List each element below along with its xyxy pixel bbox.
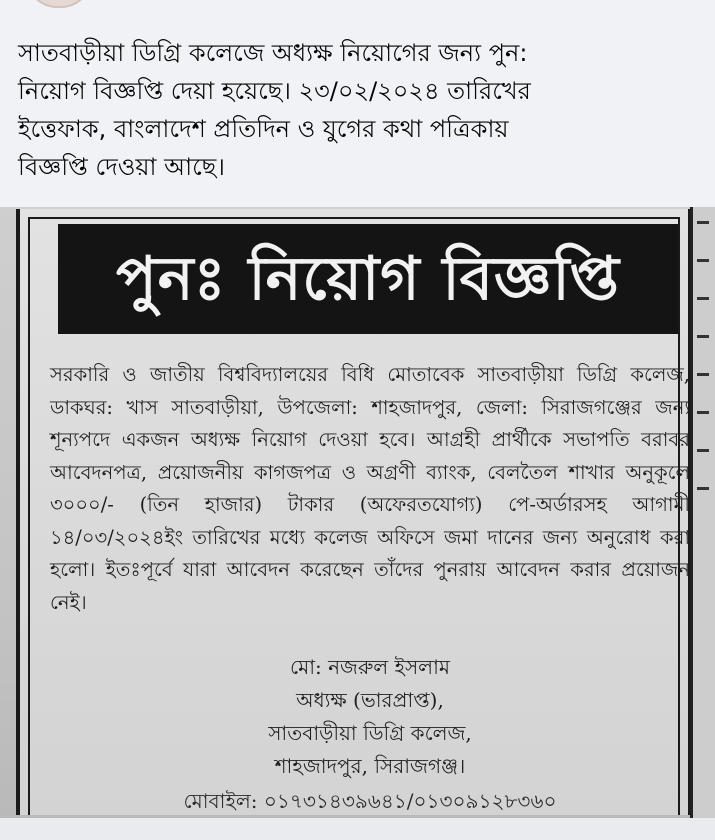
column-text-fragment [697, 221, 709, 224]
advertisement-mobile: মোবাইল: ০১৭৩১৪৩৯৬৪১/০১৩০৯১২৮৩৬০ [183, 789, 557, 813]
column-text-fragment [697, 411, 709, 414]
column-text-fragment [697, 449, 709, 452]
newspaper-advertisement [16, 209, 692, 815]
advertisement-signature: মো: নজরুল ইসলাম অধ্যক্ষ (ভারপ্রাপ্ত), সাতবাড়ীয়া ডিগ্রি কলেজ, শাহজাদপুর, সিরাজগঞ্জ। [268, 655, 472, 778]
column-text-fragment [697, 335, 709, 338]
profile-avatar[interactable] [26, 0, 92, 8]
column-text-fragment [697, 297, 709, 300]
advertisement-headline: পুনঃ নিয়োগ বিজ্ঞপ্তি [58, 224, 678, 334]
column-text-fragment [697, 373, 709, 376]
column-text-fragment [697, 259, 709, 262]
advertisement-body: সরকারি ও জাতীয় বিশ্ববিদ্যালয়ের বিধি মোতাবেক সাতবাড়ীয়া ডিগ্রি কলেজ, ডাকঘর: খাস সাতবাড়ীয়া, উপজেলা: শাহজাদপুর, জেলা: সিরাজগঞ্জের জন্য শূন্যপদে একজন অধ্যক্ষ নিয়োগ দেওয়া হবে। আগ্রহী প্রার্থীকে সভাপতি বরাবর আবেদনপত্র, প্রয়োজনীয় কাগজপত্র ও অগ্রণী ব্যাংক, বেলতৈল শাখার অনুকূলে ৩০০০/- (তিন হাজার) টাকার (অফেরতযোগ্য) পে-অর্ডারসহ আগামী ১৪/০৩/২০২৪ইং তারিখের মধ্যে কলেজ অফিসে জমা দানের জন্য অনুরোধ করা হলো। ইতঃপূর্বে যারা আবেদন করেছেন তাঁদের পুনরায় আবেদন করার প্রয়োজন নেই। [50, 363, 690, 614]
column-text-fragment [697, 487, 709, 490]
post-caption: সাতবাড়ীয়া ডিগ্রি কলেজে অধ্যক্ষ নিয়োগের জন্য পুন: নিয়োগ বিজ্ঞপ্তি দেয়া হয়েছে। ২৩/০২/২০২৪ তারিখের ইত্তেফাক, বাংলাদেশ প্রতিদিন ও যুগের কথা পত্রিকায় বিজ্ঞপ্তি দেওয়া আছে। [18, 39, 531, 181]
post-photo[interactable] [0, 207, 715, 840]
adjacent-newspaper-column [690, 207, 715, 840]
post-footer [0, 818, 715, 840]
